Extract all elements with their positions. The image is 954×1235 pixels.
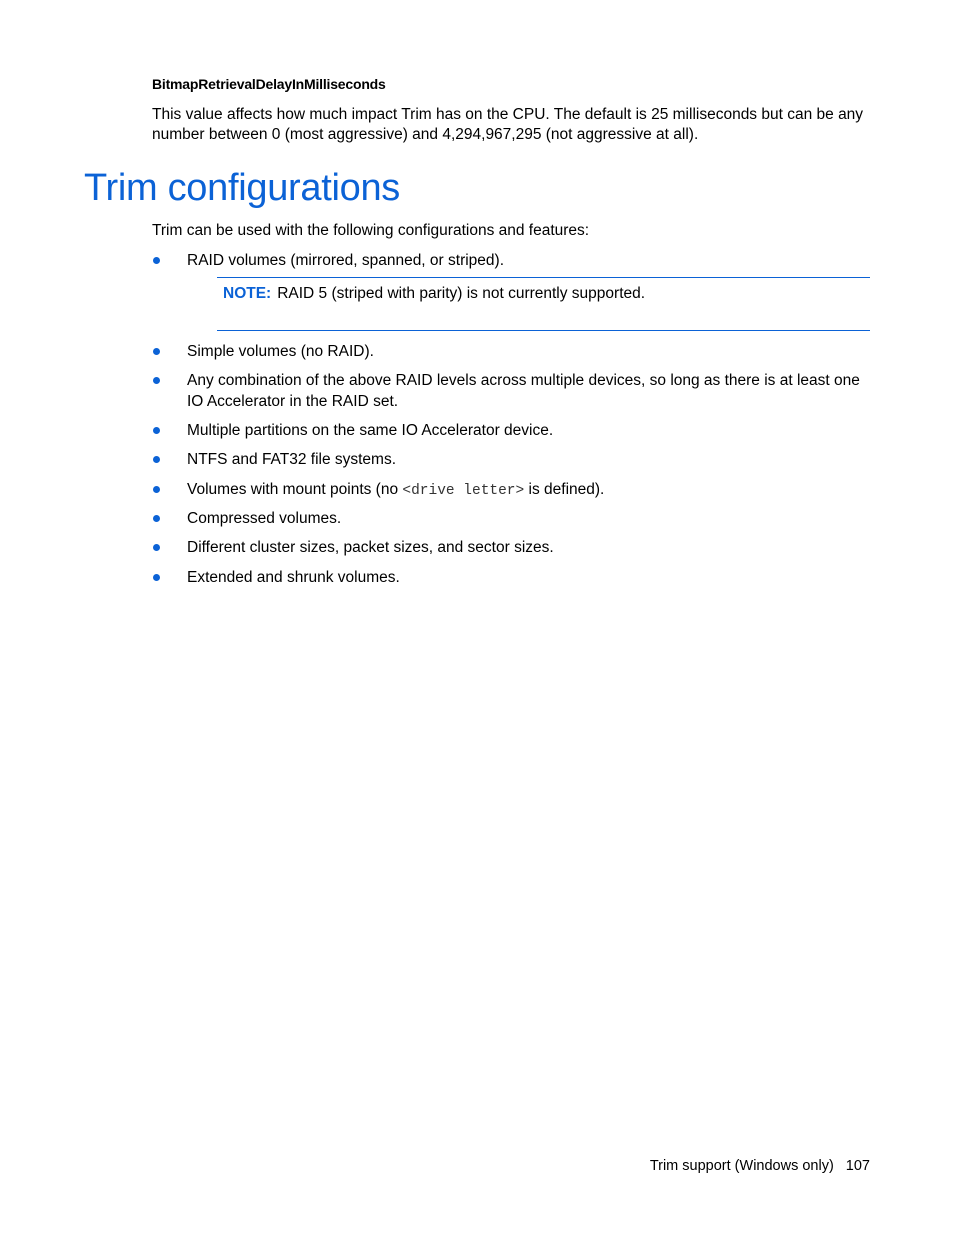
section-title: Trim configurations (84, 167, 401, 209)
page-footer (650, 1158, 870, 1174)
note-text: RAID 5 (striped with parity) is not currently supported. (277, 285, 646, 302)
description-paragraph: This value affects how much impact Trim has on the CPU. The default is 25 milliseconds but can be any number between 0 (most aggressive) and 4,294,967,295 (not aggressive at all). (152, 106, 864, 143)
list-item-text: Simple volumes (no RAID). (187, 343, 374, 360)
note-label: NOTE: (223, 285, 272, 302)
subheading: BitmapRetrievalDelayInMilliseconds (152, 76, 386, 92)
bullet-icon (153, 486, 160, 493)
list-item-text: NTFS and FAT32 file systems. (187, 451, 397, 468)
bullet-icon (153, 427, 160, 434)
bullet-icon (153, 348, 160, 355)
note (223, 283, 645, 304)
list-item-text: Compressed volumes. (187, 510, 342, 527)
list-item-text: Extended and shrunk volumes. (187, 569, 400, 586)
list-item-text: RAID volumes (mirrored, spanned, or striped). (187, 252, 505, 269)
bullet-icon (153, 456, 160, 463)
list-item-text: Any combination of the above RAID levels across multiple devices, so long as there is at least one IO Accelerator in the RAID set. (187, 372, 860, 410)
bullet-icon (153, 257, 160, 264)
code-drive-letter: <drive letter> (402, 483, 525, 499)
list-item-text: Multiple partitions on the same IO Accelerator device. (187, 422, 554, 439)
list-item-text: Different cluster sizes, packet sizes, and sector sizes. (187, 539, 554, 556)
page-number: 107 (845, 1158, 870, 1174)
list-item-text-suffix: is defined). (524, 481, 605, 498)
list-item-text-prefix: Volumes with mount points (no (187, 481, 403, 498)
list-item-text (187, 479, 872, 502)
footer-title: Trim support (Windows only) (649, 1158, 834, 1174)
bullet-icon (153, 544, 160, 551)
bullet-icon (153, 377, 160, 384)
intro-paragraph: Trim can be used with the following configurations and features: (152, 222, 590, 239)
bullet-icon (153, 515, 160, 522)
note-box (217, 277, 870, 331)
bullet-icon (153, 574, 160, 581)
